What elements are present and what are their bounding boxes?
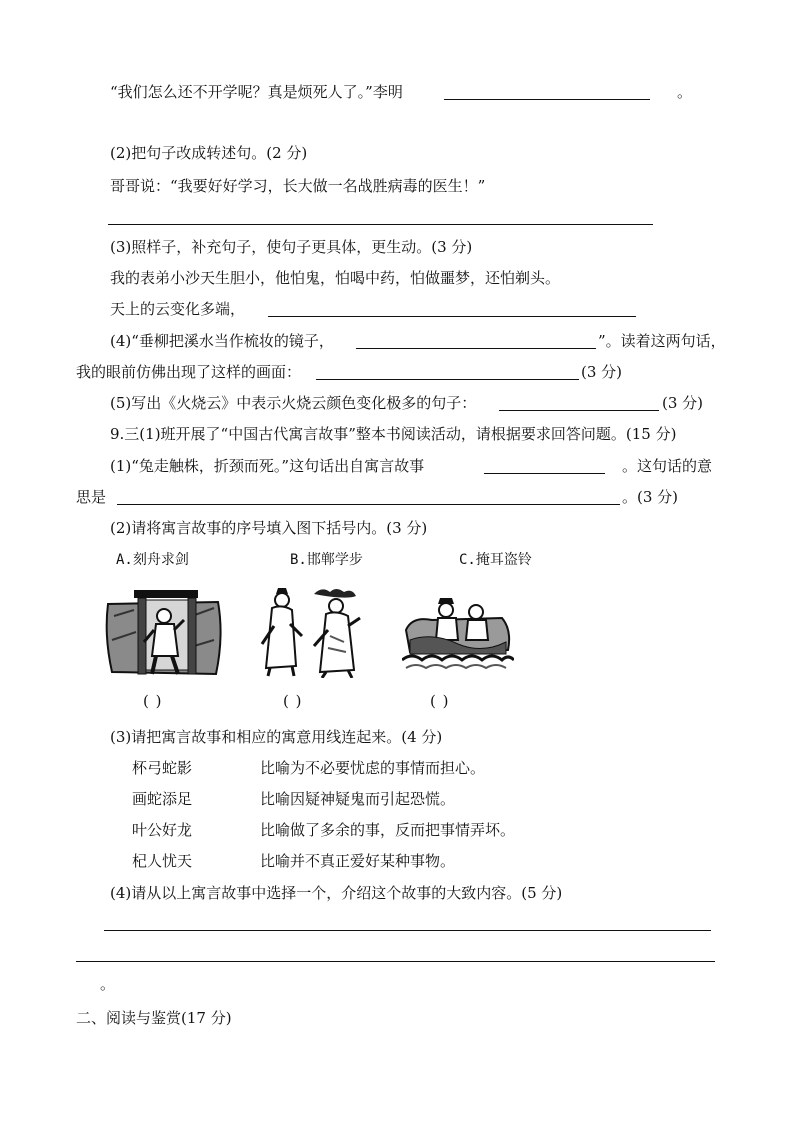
q8-sub3-example: 我的表弟小沙天生胆小，他怕鬼，怕喝中药，怕做噩梦，还怕剃头。 [110, 269, 561, 287]
q9-sub3-title: (3)请把寓言故事和相应的寓意用线连起来。(4 分) [110, 728, 443, 746]
fable-picture-1 [104, 586, 224, 682]
answer-blank-story-line-2[interactable] [76, 961, 715, 962]
answer-blank-scene[interactable] [316, 379, 579, 380]
q8-sub2-sentence: 哥哥说：“我要好好学习，长大做一名战胜病毒的医生！” [110, 177, 486, 195]
option-a-label: A.刻舟求剑 [116, 552, 189, 568]
idiom-2[interactable]: 画蛇添足 [132, 790, 193, 808]
idiom-4[interactable]: 杞人忧天 [132, 852, 193, 870]
q9-sub1-text: (1)“兔走触株，折颈而死。”这句话出自寓言故事 [110, 457, 425, 475]
q9-title: 9.三(1)班开展了“中国古代寓言故事”整本书阅读活动，请根据要求回答问题。(15 分) [110, 425, 677, 443]
picture-1-answer-paren[interactable]: ( ) [143, 692, 163, 710]
idiom-1[interactable]: 杯弓蛇影 [132, 759, 193, 777]
q8-sub4-score: (3 分) [581, 363, 623, 381]
answer-blank-story-line-1[interactable] [104, 930, 711, 931]
section-2-heading: 二、阅读与鉴赏(17 分) [76, 1009, 232, 1027]
q8-sub2-title: (2)把句子改成转述句。(2 分) [110, 144, 308, 162]
answer-blank-willow[interactable] [356, 348, 596, 349]
answer-blank-meaning[interactable] [117, 504, 620, 505]
q8-sub4-line1-start: (4)“垂柳把溪水当作梳妆的镜子， [110, 332, 334, 350]
dialog-sentence: “我们怎么还不开学呢？真是烦死人了。”李明 [110, 83, 403, 101]
idiom-3[interactable]: 叶公好龙 [132, 821, 193, 839]
answer-blank-clouds[interactable] [268, 316, 636, 317]
dialog-end-mark: 。 [677, 83, 693, 101]
fable-picture-2 [256, 586, 366, 678]
answer-blank-dialog[interactable] [444, 99, 650, 100]
picture-3-answer-paren[interactable]: ( ) [430, 692, 450, 710]
meaning-1[interactable]: 比喻为不必要忧虑的事情而担心。 [260, 759, 486, 777]
fable-picture-3 [402, 590, 514, 672]
answer-blank-fable-name[interactable] [484, 473, 605, 474]
q8-sub3-prompt: 天上的云变化多端， [110, 300, 246, 318]
meaning-2[interactable]: 比喻因疑神疑鬼而引起恐慌。 [260, 790, 456, 808]
q9-sub2-title: (2)请将寓言故事的序号填入图下括号内。(3 分) [110, 519, 428, 537]
answer-blank-fire-clouds[interactable] [499, 410, 659, 411]
q8-sub4-line1-end: ”。读着这两句话， [598, 332, 726, 350]
q8-sub4-line2-start: 我的眼前仿佛出现了这样的画面： [76, 363, 302, 381]
meaning-4[interactable]: 比喻并不真正爱好某种事物。 [260, 852, 456, 870]
q9-sub1-score: 。(3 分) [622, 488, 679, 506]
option-c-label: C.掩耳盗铃 [459, 552, 532, 568]
q9-sub1-meaning-label: 思是 [76, 488, 107, 506]
q9-sub1-continue: 。这句话的意 [622, 457, 713, 475]
meaning-3[interactable]: 比喻做了多余的事，反而把事情弄坏。 [260, 821, 516, 839]
story-end-mark: 。 [100, 975, 116, 993]
q9-sub4-title: (4)请从以上寓言故事中选择一个，介绍这个故事的大致内容。(5 分) [110, 884, 563, 902]
answer-blank-indirect-speech[interactable] [108, 224, 653, 225]
q8-sub5-text: (5)写出《火烧云》中表示火烧云颜色变化极多的句子： [110, 394, 477, 412]
q8-sub5-score: (3 分) [662, 394, 704, 412]
picture-2-answer-paren[interactable]: ( ) [283, 692, 303, 710]
q8-sub3-title: (3)照样子，补充句子，使句子更具体，更生动。(3 分) [110, 238, 473, 256]
option-b-label: B.邯郸学步 [290, 552, 363, 568]
